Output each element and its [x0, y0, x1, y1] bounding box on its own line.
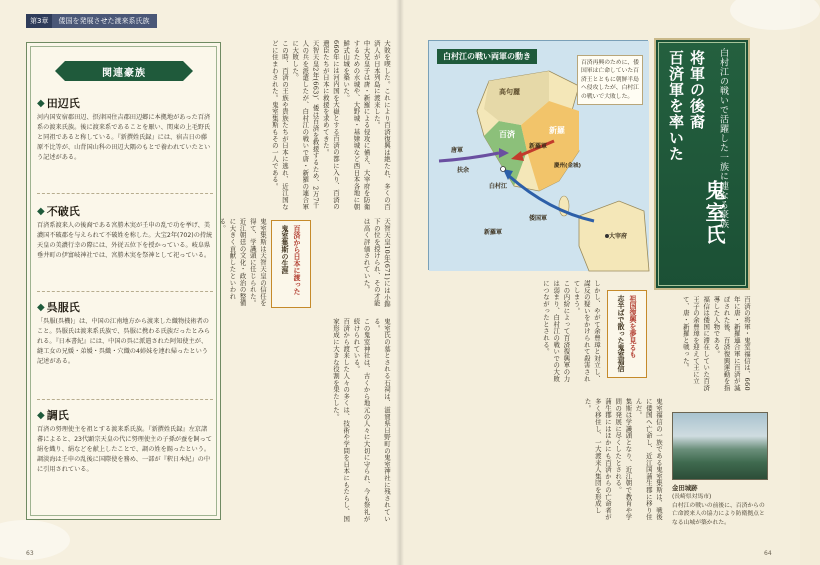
- photo-title: 金田城跡: [672, 484, 698, 492]
- divider: [37, 399, 213, 400]
- body-text-right-lower: 鬼室福信の一族である鬼室集斯は、戦後に倭国へ亡命し、近江国蒲生郡に移り住んだ。 集斯は学識頭となり、近江朝で教育や学問の発展に尽くしたとされる。 蒲生郡にはほかにも百済からの亡命者が多く移住し、一大渡来人集団を形成した。: [583, 398, 663, 521]
- body-text-lower: 鬼室氏の墓とされる石祠は、滋賀県日野町の鬼室神社に残されている。 この鬼室神社は、古くから地元の人々に大切に守られ、今も祭礼が続けられている。 百済から渡来した人々の多くは、技術や学問を日本にもたらし、国家形成に大きな役割を果たした。: [331, 318, 391, 522]
- page-number-left: 63: [26, 550, 34, 557]
- photo-caption: [672, 484, 768, 527]
- title-line-2: 将軍の後裔: [688, 50, 706, 130]
- family-entry: [37, 95, 213, 163]
- body-text-mid-right: 天智天皇10年(671)には小錦下の位を授けられ、その才能は高く評価されていた。: [362, 218, 391, 308]
- body-text-upper: 大敗を喫した。これにより百済復興は絶たれ、多くの百済人が日本列島に渡来した。 中大兄皇子は唐・新羅による侵攻に備え、大宰府を防衛するための水城や、大野城・基肄城など西日本各地に朝鮮式山城を築いた。 660年には河内国を大嶽とする百済の都に入り、百済の遺臣たちが日本に救援を求めてきた。 天智天皇2年(663)、倭は百済を救援するため、2万7千人の兵を派遣したが、白村江の戦いで唐・新羅の連合軍に大敗した。 この時、百済の王族や貴族たちが日本に逃れ、近江国などに住まわされた。鬼室集斯もその一人である。: [270, 40, 391, 210]
- entry-marker-icon: ◆: [37, 409, 45, 421]
- chapter-tag: 第3章: [26, 14, 52, 28]
- related-family-sidebar: [26, 42, 221, 520]
- entry-marker-icon: ◆: [37, 97, 45, 109]
- title-subtitle: 白村江の戦いで活躍した一族に連なる豪族: [718, 48, 728, 229]
- map-label-wa-army: 倭国軍: [529, 215, 548, 222]
- title-line-1: 百済軍を率いた: [667, 50, 685, 162]
- map-label-dazaifu: 大宰府: [609, 233, 628, 240]
- entry-body: 河内国安宿郡田辺、摂津国住吉郡田辺郷に本拠地があった百済系の渡来氏族。後に渡来系であることを厭い、関東の上毛野氏と同祖であると称している。『新撰姓氏録』には、宿吉日の藤原不比等が、山背国山科の田辺大隅のもとで養われていたという記述がある。: [37, 114, 211, 161]
- entry-name: 調氏: [46, 409, 69, 422]
- map-label-silla-army-2: 新羅軍: [484, 229, 503, 236]
- divider: [37, 193, 213, 194]
- page-number-right: 64: [764, 550, 772, 557]
- map-label-baekje: 百済: [499, 130, 515, 139]
- chapter-title: 倭国を発展させた渡来系氏族: [52, 14, 157, 28]
- battle-map: [428, 40, 648, 270]
- entry-marker-icon: ◆: [37, 301, 45, 313]
- body-text-right-top: 百済の将軍・鬼室福信は、660年に唐・新羅連合軍に百済が滅ぼされた後、百済復興運動を指導した人物である。 福信は倭国に滞在していた百済王子の余豊璋を迎えて王に立て、唐・新羅と戦った。: [681, 296, 751, 392]
- chapter-header: [26, 14, 157, 28]
- entry-body: 「呉服(呉機)」は、中国の江南地方から渡来した織物技術者のこと。呉服氏は渡来系氏族で、呉服に携わる氏族だったとみられる。『日本書紀』には、中国の呉に派遣された阿知使主が、縫工女の兄媛・弟媛・呉織・穴織の4姉妹を連れ帰ったという記述がある。: [37, 318, 211, 365]
- section-callout: 百済から日本に渡った 鬼室集斯の生涯: [271, 220, 311, 308]
- entry-marker-icon: ◆: [37, 205, 45, 217]
- map-label-tang: 唐軍: [451, 147, 464, 154]
- family-entry: [37, 203, 213, 261]
- battle-site-marker: [501, 167, 506, 172]
- article-title-panel: [654, 38, 750, 290]
- map-label-buyeo: 扶余: [457, 167, 470, 174]
- entry-body: 百済の努理使主を祖とする渡来系氏族。『新撰姓氏録』左京諸蕃によると、23代顕宗天皇の代に努理使主の子孫が蚕を飼って絹を織り、絹などを献上したことで、調の姓を賜ったという。調淡海は壬申の乱後に国際使を務め、一部が『釈日本紀』の中に引用されている。: [37, 426, 212, 473]
- photo-description: 白村江の戦いの前後に、百済からの亡命渡来人の協力により防衛拠点となる山城が築かれた。: [672, 502, 765, 526]
- entry-name: 呉服氏: [46, 301, 80, 314]
- map-label-koguryo: 高句麗: [499, 88, 520, 96]
- page-gutter: [396, 0, 404, 565]
- map-label-silla: 新羅: [549, 126, 565, 135]
- sidebar-banner: 関連豪族: [65, 61, 183, 81]
- map-title: 白村江の戦い両軍の動き: [437, 49, 537, 64]
- family-entry: [37, 407, 213, 475]
- map-note: 百済再興のために、倭国軍は亡命していた百済王とともに朝鮮半島へ侵攻したが、白村江の戦いで大敗した。: [577, 55, 643, 105]
- divider: [37, 291, 213, 292]
- entry-name: 田辺氏: [46, 97, 80, 110]
- clan-name: 鬼室氏: [702, 180, 726, 246]
- section-callout: 祖国復興を夢見るも 志半ばで散った鬼室福信: [607, 290, 647, 378]
- entry-name: 不破氏: [46, 205, 80, 218]
- body-text-right-middle: しかし、やがて余豊璋と対立し、謀反の疑いをかけられて殺害されてしまう。 この内紛によって百済復興軍の力は弱まり、白村江の戦いでの大敗につながったとされる。: [541, 280, 601, 382]
- kaneda-castle-photo: [672, 412, 768, 480]
- family-entry: [37, 299, 213, 367]
- photo-location: (長崎県対馬市): [672, 494, 712, 501]
- map-label-hakusukinoe: 白村江: [489, 183, 508, 190]
- body-text-mid-left: 鬼室集斯は天智天皇の信任を得て、学識頭に任じられた。近江朝廷の文化・政治の整備に大きく貢献したといわれる。: [218, 218, 267, 307]
- map-label-gyeongju: 慶州(金城): [554, 163, 582, 169]
- entry-body: 百済系渡来人の後裔である宮勝木実が壬申の乱で功を挙げ、美濃国不破郡を与えられて不破姓を称した。大宝2年(702)の持統天皇の美濃行幸の際には、外従五位下を授かっている。岐阜県垂井町の伊富岐神社では、宮勝木実を祭神として祀っている。: [37, 222, 213, 259]
- map-label-silla-army: 新羅軍: [529, 143, 548, 150]
